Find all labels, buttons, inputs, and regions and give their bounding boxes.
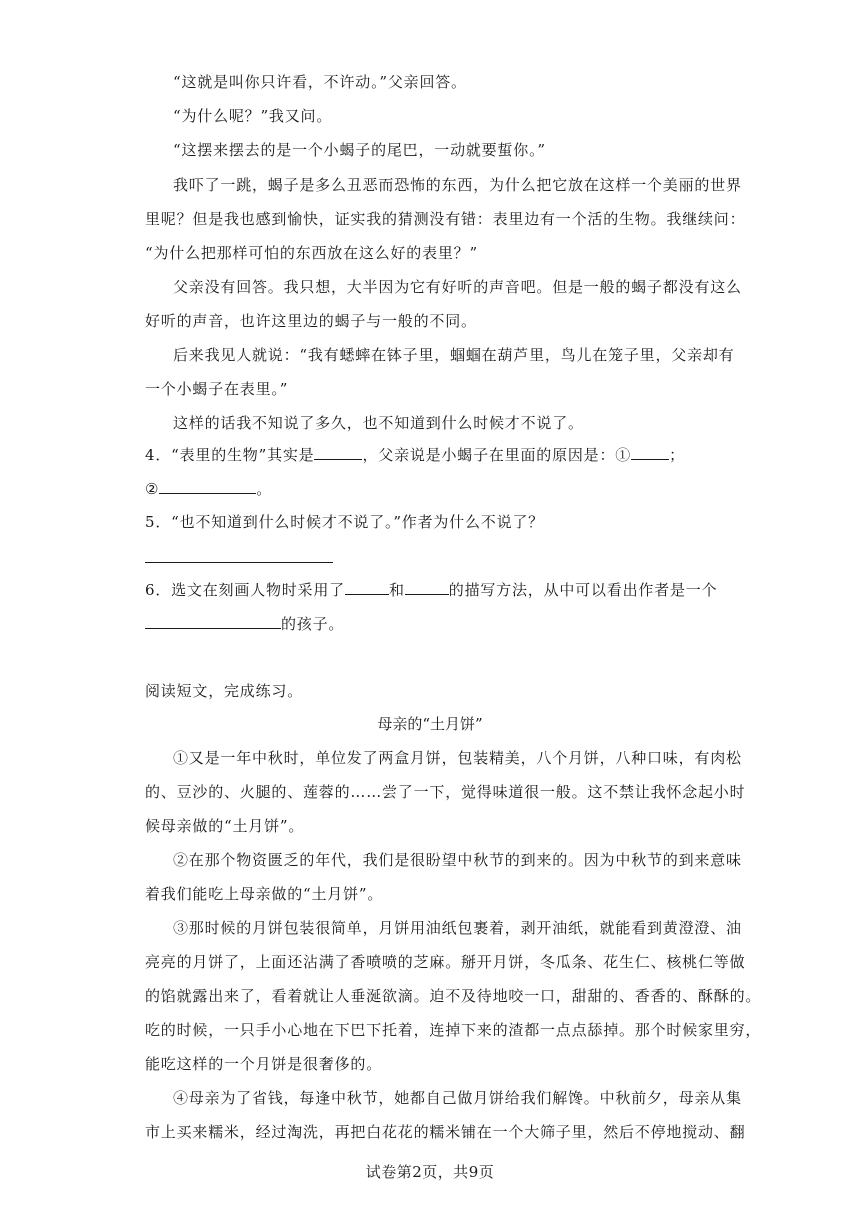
paragraph-line: 亮亮的月饼了，上面还沾满了香喷喷的芝麻。掰开月饼，冬瓜条、花生仁、核桃仁等做 [145, 953, 746, 971]
question-4-continued [145, 479, 272, 499]
page-number: 试卷第2页，共9页 [365, 1163, 495, 1181]
paragraph-line: 好听的声音，也许这里边的蝎子与一般的不同。 [145, 312, 477, 330]
answer-blank[interactable] [314, 445, 362, 460]
section-instruction: 阅读短文，完成练习。 [145, 682, 304, 700]
paragraph-line: 的、豆沙的、火腿的、莲蓉的……尝了一下，觉得味道很一般。这不禁让我怀念起小时 [145, 783, 746, 801]
paragraph-line: 吃的时候，一只手小心地在下巴下托着，连掉下来的渣都一点点舔掉。那个时候家里穷， [145, 1021, 762, 1039]
question-5-answer-line [145, 548, 333, 568]
paragraph-line: “这摆来摆去的是一个小蝎子的尾巴，一动就要蜇你。” [173, 141, 546, 159]
answer-blank[interactable] [345, 580, 389, 595]
answer-blank[interactable] [145, 548, 333, 563]
question-text: ，父亲说是小蝎子在里面的原因是：① [362, 446, 632, 464]
question-4 [145, 445, 685, 465]
paragraph-line: ②在那个物资匮乏的年代，我们是很盼望中秋节的到来的。因为中秋节的到来意味 [173, 851, 742, 869]
paragraph-line: ①又是一年中秋时，单位发了两盒月饼，包装精美，八个月饼，八种口味，有肉松 [173, 749, 742, 767]
paragraph-line: 市上买来糯米，经过淘洗，再把白花花的糯米铺在一个大筛子里，然后不停地搅动、翻 [145, 1123, 746, 1141]
answer-blank[interactable] [405, 580, 449, 595]
answer-blank[interactable] [145, 614, 281, 629]
answer-blank[interactable] [159, 479, 256, 494]
paragraph-line: ④母亲为了省钱，每逢中秋节，她都自己做月饼给我们解馋。中秋前夕，母亲从集 [173, 1089, 742, 1107]
question-text: ； [669, 446, 685, 464]
question-text: 4．“表里的生物”其实是 [145, 446, 315, 464]
paragraph-line: “为什么呢？”我又问。 [173, 107, 333, 125]
paragraph-line: “为什么把那样可怕的东西放在这么好的表里？” [145, 244, 478, 262]
paragraph-line: 的馅就露出来了，看着就让人垂涎欲滴。迫不及待地咬一口，甜甜的、香香的、酥酥的。 [145, 987, 762, 1005]
question-text: 。 [256, 480, 273, 498]
question-5: 5．“也不知道到什么时候才不说了。”作者为什么不说了？ [145, 513, 544, 531]
question-6-continued [145, 614, 344, 634]
paragraph-line: ③那时候的月饼包装很简单，月饼用油纸包裹着，剥开油纸，就能看到黄澄澄、油 [173, 919, 742, 937]
paragraph-line: 里呢？但是我也感到愉快，证实我的猜测没有错：表里边有一个活的生物。我继续问： [145, 210, 746, 228]
paragraph-line: “这就是叫你只许看，不许动。”父亲回答。 [173, 73, 467, 91]
question-text: 的孩子。 [281, 615, 345, 633]
answer-blank[interactable] [631, 445, 669, 460]
paragraph-line: 我吓了一跳，蝎子是多么丑恶而恐怖的东西，为什么把它放在这样一个美丽的世界 [173, 176, 742, 194]
paragraph-line: 能吃这样的一个月饼是很奢侈的。 [145, 1055, 383, 1073]
paragraph-line: 父亲没有回答。我只想，大半因为它有好听的声音吧。但是一般的蝎子都没有这么 [173, 278, 742, 296]
question-6 [145, 580, 717, 600]
paragraph-line: 这样的话我不知说了多久，也不知道到什么时候才不说了。 [173, 414, 584, 432]
paragraph-line: 后来我见人就说：“我有蟋蟀在钵子里，蝈蝈在葫芦里，鸟儿在笼子里，父亲却有 [173, 346, 735, 364]
paragraph-line: 着我们能吃上母亲做的“土月饼”。 [145, 885, 384, 903]
article-title: 母亲的“土月饼” [377, 715, 483, 733]
paragraph-line: 候母亲做的“土月饼”。 [145, 817, 305, 835]
paragraph-line: 一个小蝎子在表里。” [145, 380, 289, 398]
question-text: 和 [388, 581, 405, 599]
question-text: 的描写方法，从中可以看出作者是一个 [448, 581, 718, 599]
question-text: ② [145, 480, 160, 498]
question-text: 6．选文在刻画人物时采用了 [145, 581, 345, 599]
